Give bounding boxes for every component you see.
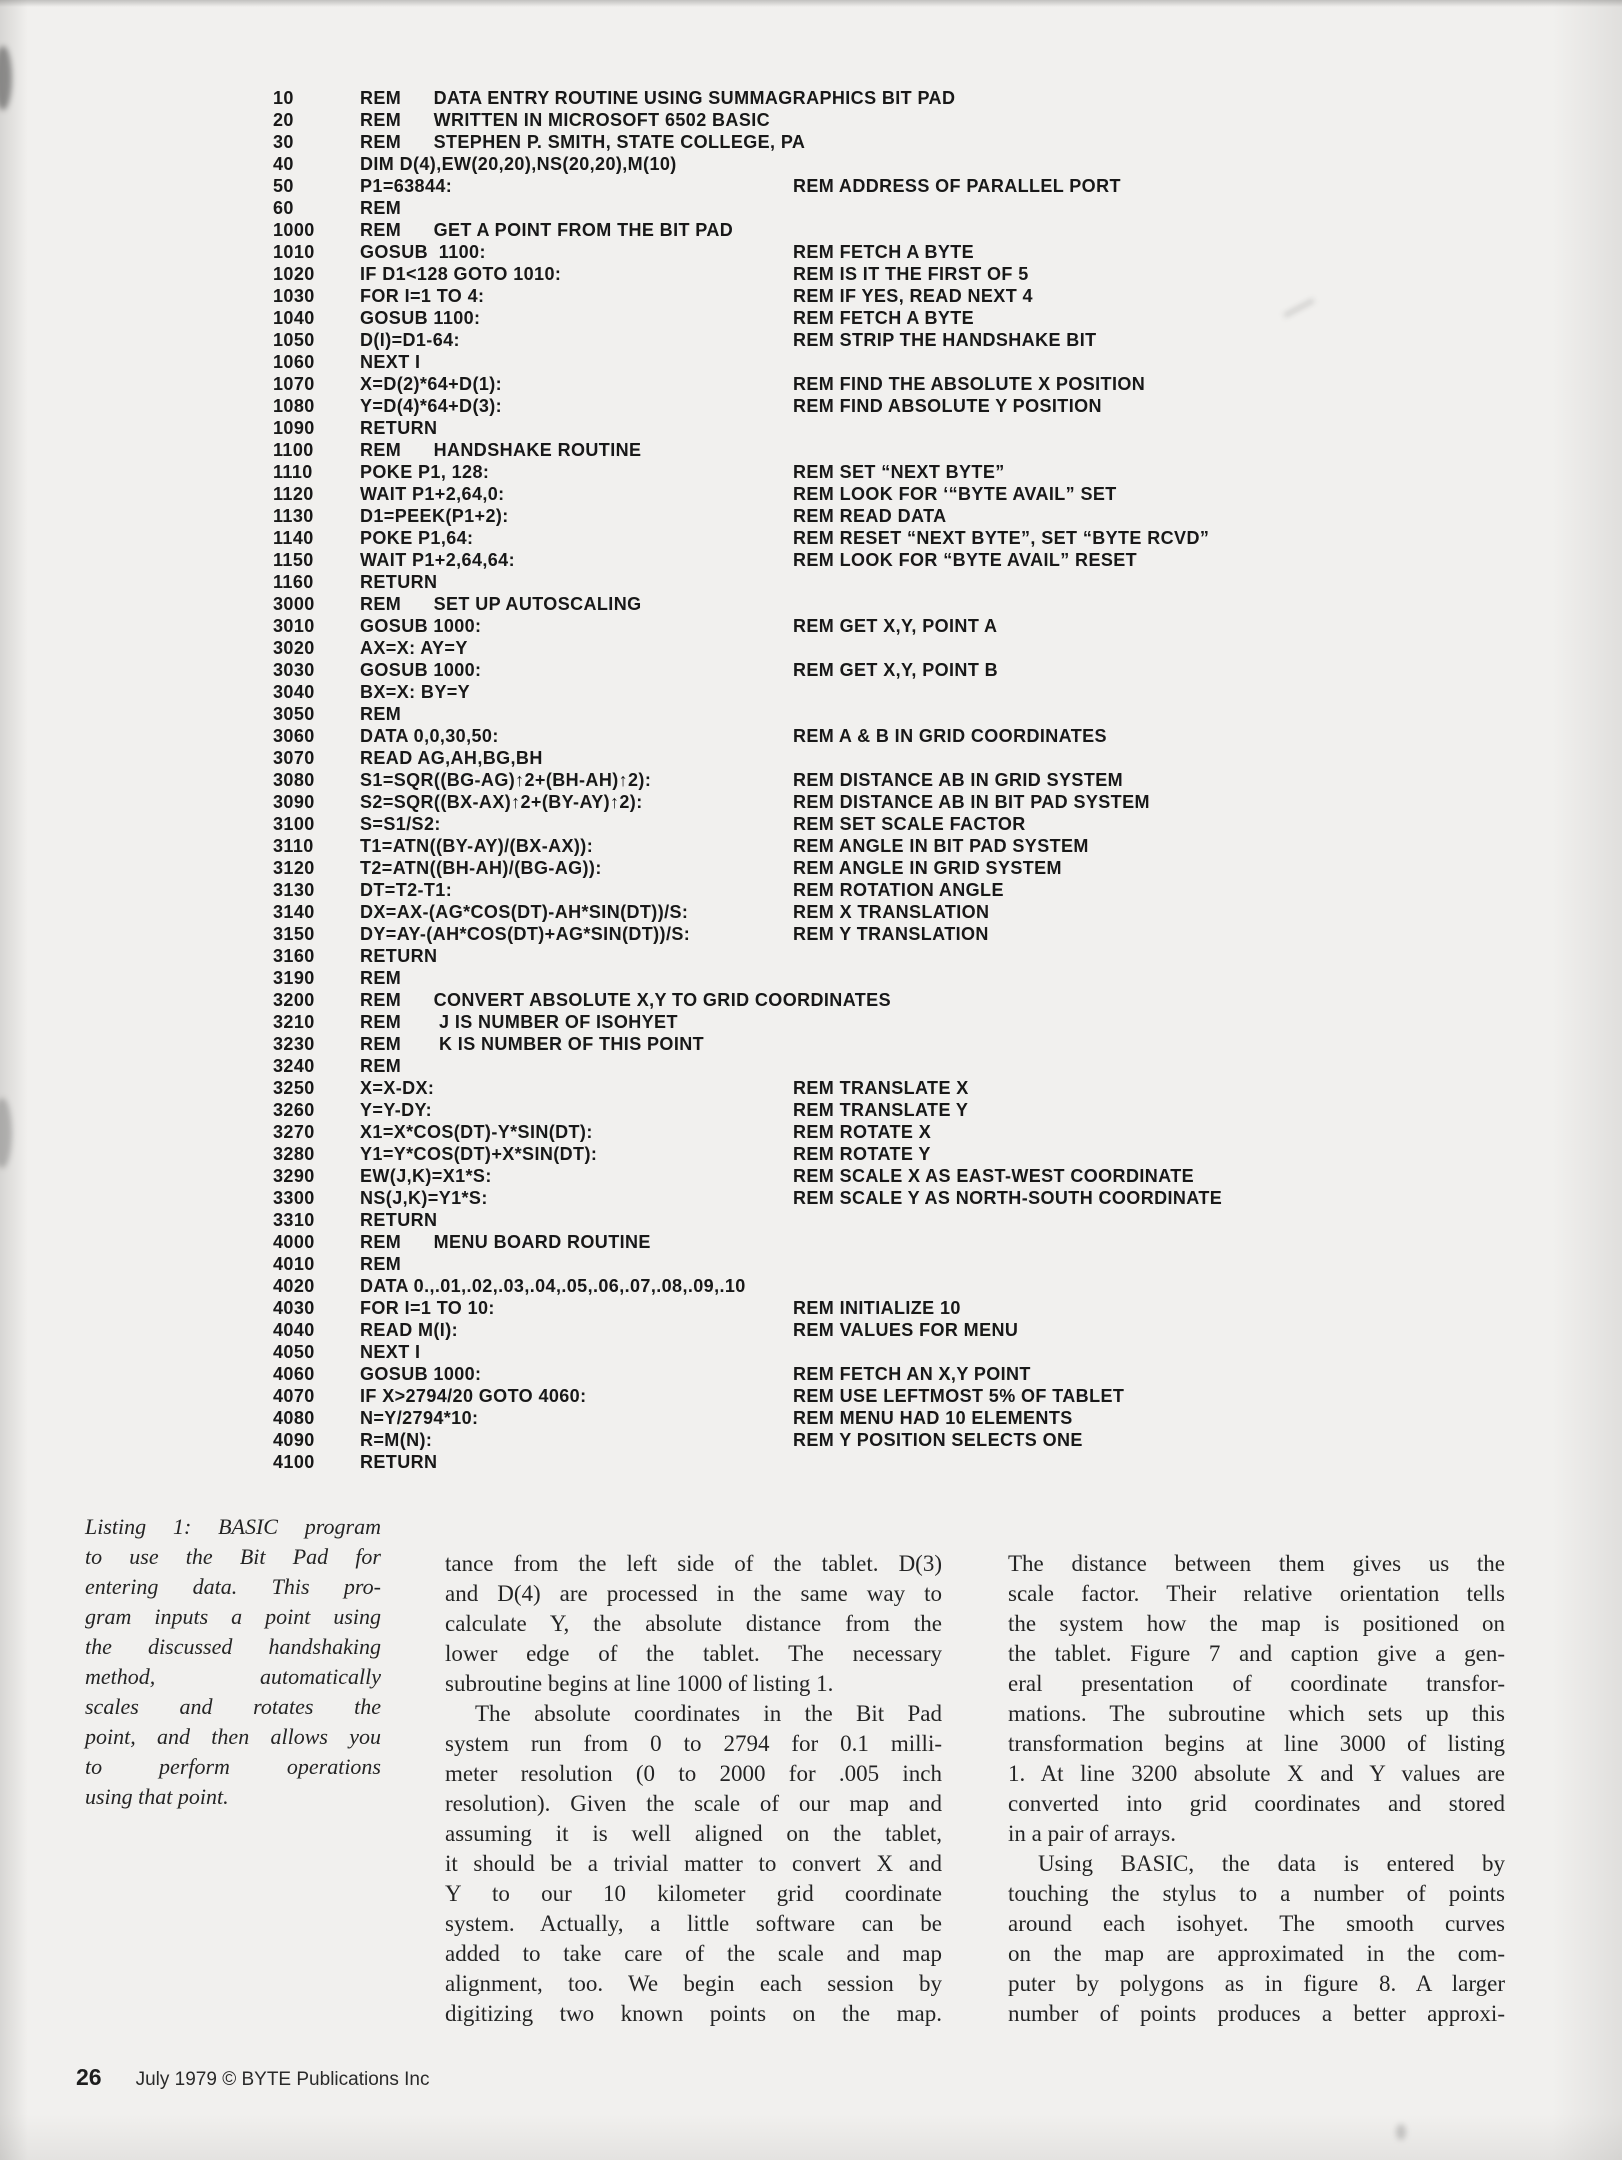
code-statement: T2=ATN((BH-AH)/(BG-AG)):: [360, 858, 602, 878]
listing-line: [273, 902, 1553, 924]
line-number: 3210: [273, 1012, 315, 1032]
line-number: 1130: [273, 506, 314, 526]
scan-artifact: [0, 46, 12, 110]
code-statement: REM: [360, 1254, 402, 1274]
line-number: 1050: [273, 330, 315, 350]
listing-line: [273, 132, 1553, 154]
code-statement: GOSUB 1100:: [360, 308, 481, 328]
line-number: 3090: [273, 792, 315, 812]
listing-line: [273, 572, 1553, 594]
line-number: 1100: [273, 440, 314, 460]
code-statement: IF X>2794/20 GOTO 4060:: [360, 1386, 587, 1406]
code-statement: NS(J,K)=Y1*S:: [360, 1188, 488, 1208]
code-statement: DX=AX-(AG*COS(DT)-AH*SIN(DT))/S:: [360, 902, 689, 922]
rem-comment: REM A & B IN GRID COORDINATES: [793, 726, 1107, 746]
listing-line: [273, 1100, 1553, 1122]
listing-line: [273, 1386, 1553, 1408]
listing-line: [273, 1210, 1553, 1232]
rem-comment: REM DISTANCE AB IN BIT PAD SYSTEM: [793, 792, 1150, 812]
listing-line: [273, 1078, 1553, 1100]
rem-comment: REM ROTATE Y: [793, 1144, 931, 1164]
body-text-line: in a pair of arrays.: [1008, 1821, 1176, 1846]
rem-comment: REM RESET “NEXT BYTE”, SET “BYTE RCVD”: [793, 528, 1210, 548]
listing-line: [273, 352, 1553, 374]
code-statement: REM DATA ENTRY ROUTINE USING SUMMAGRAPHICS BIT PAD: [360, 88, 956, 108]
code-statement: POKE P1, 128:: [360, 462, 490, 482]
line-number: 3250: [273, 1078, 315, 1098]
code-statement: X=X-DX:: [360, 1078, 435, 1098]
rem-comment: REM FETCH AN X,Y POINT: [793, 1364, 1031, 1384]
listing-line: [273, 154, 1553, 176]
code-statement: REM: [360, 968, 402, 988]
listing-line: [273, 638, 1553, 660]
rem-comment: REM ROTATION ANGLE: [793, 880, 1004, 900]
rem-comment: REM DISTANCE AB IN GRID SYSTEM: [793, 770, 1124, 790]
listing-line: [273, 506, 1553, 528]
rem-comment: REM VALUES FOR MENU: [793, 1320, 1019, 1340]
listing-line: [273, 1452, 1553, 1474]
caption-line: scales and rotates the: [85, 1694, 381, 1719]
listing-line: [273, 748, 1553, 770]
rem-comment: REM ROTATE X: [793, 1122, 932, 1142]
body-text-line: resolution). Given the scale of our map and: [445, 1791, 942, 1816]
line-number: 3300: [273, 1188, 315, 1208]
body-text-line: calculate Y, the absolute distance from the: [445, 1611, 942, 1636]
body-text-line: lower edge of the tablet. The necessary: [445, 1641, 942, 1666]
listing-line: [273, 220, 1553, 242]
line-number: 10: [273, 88, 294, 108]
line-number: 1030: [273, 286, 315, 306]
code-listing: [273, 88, 1553, 1474]
code-statement: REM STEPHEN P. SMITH, STATE COLLEGE, PA: [360, 132, 806, 152]
line-number: 1040: [273, 308, 315, 328]
page-number: 26: [76, 2064, 102, 2090]
line-number: 1120: [273, 484, 314, 504]
line-number: 1080: [273, 396, 315, 416]
listing-line: [273, 242, 1553, 264]
line-number: 3030: [273, 660, 315, 680]
line-number: 4000: [273, 1232, 315, 1252]
code-statement: DT=T2-T1:: [360, 880, 453, 900]
body-text-line: alignment, too. We begin each session by: [445, 1971, 942, 1996]
listing-line: [273, 440, 1553, 462]
line-number: 3110: [273, 836, 314, 856]
code-statement: WAIT P1+2,64,64:: [360, 550, 515, 570]
line-number: 1090: [273, 418, 315, 438]
rem-comment: REM GET X,Y, POINT A: [793, 616, 998, 636]
rem-comment: REM ANGLE IN BIT PAD SYSTEM: [793, 836, 1089, 856]
line-number: 4010: [273, 1254, 315, 1274]
code-statement: Y=D(4)*64+D(3):: [360, 396, 503, 416]
code-statement: DY=AY-(AH*COS(DT)+AG*SIN(DT))/S:: [360, 924, 691, 944]
body-text-line: system run from 0 to 2794 for 0.1 milli-: [445, 1731, 942, 1756]
line-number: 3230: [273, 1034, 315, 1054]
rem-comment: REM TRANSLATE X: [793, 1078, 969, 1098]
code-statement: RETURN: [360, 572, 438, 592]
caption-line: point, and then allows you: [85, 1724, 381, 1749]
line-number: 1000: [273, 220, 315, 240]
code-statement: Y=Y-DY:: [360, 1100, 432, 1120]
listing-line: [273, 1122, 1553, 1144]
code-statement: S2=SQR((BX-AX)↑2+(BY-AY)↑2):: [360, 792, 643, 812]
listing-line: [273, 990, 1553, 1012]
code-statement: X1=X*COS(DT)-Y*SIN(DT):: [360, 1122, 593, 1142]
rem-comment: REM STRIP THE HANDSHAKE BIT: [793, 330, 1097, 350]
line-number: 3100: [273, 814, 315, 834]
body-text-line: and D(4) are processed in the same way to: [445, 1581, 942, 1606]
body-column-right: [1008, 1549, 1505, 2029]
code-statement: BX=X: BY=Y: [360, 682, 471, 702]
listing-line: [273, 924, 1553, 946]
line-number: 4090: [273, 1430, 315, 1450]
scan-artifact: [1396, 2124, 1406, 2140]
body-text-line: Y to our 10 kilometer grid coordinate: [445, 1881, 942, 1906]
code-statement: FOR I=1 TO 10:: [360, 1298, 495, 1318]
code-statement: FOR I=1 TO 4:: [360, 286, 485, 306]
listing-line: [273, 1320, 1553, 1342]
body-text-line: added to take care of the scale and map: [445, 1941, 942, 1966]
line-number: 3260: [273, 1100, 315, 1120]
caption-line: method, automatically: [85, 1664, 381, 1689]
rem-comment: REM Y POSITION SELECTS ONE: [793, 1430, 1083, 1450]
code-statement: REM SET UP AUTOSCALING: [360, 594, 642, 614]
code-statement: GOSUB 1000:: [360, 1364, 482, 1384]
code-statement: GOSUB 1100:: [360, 242, 486, 262]
line-number: 3270: [273, 1122, 315, 1142]
listing-line: [273, 264, 1553, 286]
body-text-line: tance from the left side of the tablet. D(3): [445, 1551, 942, 1576]
line-number: 1070: [273, 374, 315, 394]
body-text-line: meter resolution (0 to 2000 for .005 inch: [445, 1761, 942, 1786]
listing-line: [273, 176, 1553, 198]
body-text-line: number of points produces a better approxi-: [1008, 2001, 1505, 2026]
body-text-line: transformation begins at line 3000 of listing: [1008, 1731, 1505, 1756]
publication-credit: July 1979 © BYTE Publications Inc: [135, 2069, 430, 2090]
rem-comment: REM SET “NEXT BYTE”: [793, 462, 1005, 482]
body-text-line: on the map are approximated in the com-: [1008, 1941, 1505, 1966]
line-number: 20: [273, 110, 294, 130]
line-number: 3120: [273, 858, 315, 878]
code-statement: RETURN: [360, 946, 438, 966]
listing-line: [273, 1276, 1553, 1298]
code-statement: REM MENU BOARD ROUTINE: [360, 1232, 651, 1252]
rem-comment: REM LOOK FOR “BYTE AVAIL” RESET: [793, 550, 1138, 570]
line-number: 4020: [273, 1276, 315, 1296]
line-number: 3190: [273, 968, 315, 988]
code-statement: EW(J,K)=X1*S:: [360, 1166, 492, 1186]
body-text-line: around each isohyet. The smooth curves: [1008, 1911, 1505, 1936]
code-statement: Y1=Y*COS(DT)+X*SIN(DT):: [360, 1144, 598, 1164]
body-text-line: assuming it is well aligned on the tablet,: [445, 1821, 942, 1846]
listing-line: [273, 550, 1553, 572]
line-number: 4030: [273, 1298, 315, 1318]
code-statement: DATA 0,0,30,50:: [360, 726, 499, 746]
line-number: 3020: [273, 638, 315, 658]
listing-line: [273, 462, 1553, 484]
line-number: 3140: [273, 902, 315, 922]
code-statement: N=Y/2794*10:: [360, 1408, 479, 1428]
body-text-line: converted into grid coordinates and stored: [1008, 1791, 1505, 1816]
code-statement: READ AG,AH,BG,BH: [360, 748, 543, 768]
line-number: 4080: [273, 1408, 315, 1428]
listing-line: [273, 968, 1553, 990]
code-statement: REM GET A POINT FROM THE BIT PAD: [360, 220, 734, 240]
page-footer: [76, 2064, 429, 2091]
code-statement: REM J IS NUMBER OF ISOHYET: [360, 1012, 678, 1032]
code-statement: S=S1/S2:: [360, 814, 441, 834]
line-number: 4050: [273, 1342, 315, 1362]
body-text-line: 1. At line 3200 absolute X and Y values are: [1008, 1761, 1505, 1786]
caption-line: using that point.: [85, 1784, 229, 1809]
code-statement: T1=ATN((BY-AY)/(BX-AX)):: [360, 836, 594, 856]
code-statement: NEXT I: [360, 1342, 421, 1362]
line-number: 3160: [273, 946, 315, 966]
line-number: 4070: [273, 1386, 315, 1406]
body-text-line: subroutine begins at line 1000 of listing 1.: [445, 1671, 834, 1696]
body-text-line: The absolute coordinates in the Bit Pad: [475, 1701, 942, 1726]
line-number: 3200: [273, 990, 315, 1010]
line-number: 3010: [273, 616, 315, 636]
code-statement: DIM D(4),EW(20,20),NS(20,20),M(10): [360, 154, 677, 174]
listing-line: [273, 1298, 1553, 1320]
rem-comment: REM LOOK FOR ‘“BYTE AVAIL” SET: [793, 484, 1117, 504]
listing-line: [273, 1364, 1553, 1386]
listing-line: [273, 858, 1553, 880]
listing-line: [273, 110, 1553, 132]
code-statement: WAIT P1+2,64,0:: [360, 484, 505, 504]
line-number: 3280: [273, 1144, 315, 1164]
caption-line: to perform operations: [85, 1754, 381, 1779]
listing-line: [273, 1188, 1553, 1210]
body-text-line: The distance between them gives us the: [1008, 1551, 1505, 1576]
line-number: 3290: [273, 1166, 315, 1186]
code-statement: POKE P1,64:: [360, 528, 474, 548]
code-statement: X=D(2)*64+D(1):: [360, 374, 503, 394]
caption-line: Listing 1: BASIC program: [85, 1514, 381, 1539]
listing-line: [273, 814, 1553, 836]
line-number: 1160: [273, 572, 314, 592]
body-text-line: the system how the map is positioned on: [1008, 1611, 1505, 1636]
listing-line: [273, 616, 1553, 638]
listing-caption: [85, 1512, 381, 1812]
rem-comment: REM SCALE Y AS NORTH-SOUTH COORDINATE: [793, 1188, 1223, 1208]
line-number: 40: [273, 154, 294, 174]
rem-comment: REM ANGLE IN GRID SYSTEM: [793, 858, 1062, 878]
rem-comment: REM SET SCALE FACTOR: [793, 814, 1026, 834]
listing-line: [273, 682, 1553, 704]
code-statement: RETURN: [360, 418, 438, 438]
body-text-line: the tablet. Figure 7 and caption give a gen-: [1008, 1641, 1505, 1666]
listing-line: [273, 770, 1553, 792]
code-statement: D(I)=D1-64:: [360, 330, 460, 350]
code-statement: GOSUB 1000:: [360, 616, 482, 636]
body-column-middle: [445, 1549, 942, 2029]
listing-line: [273, 726, 1553, 748]
listing-line: [273, 330, 1553, 352]
line-number: 1150: [273, 550, 314, 570]
listing-line: [273, 374, 1553, 396]
code-statement: D1=PEEK(P1+2):: [360, 506, 509, 526]
line-number: 3050: [273, 704, 315, 724]
rem-comment: REM IF YES, READ NEXT 4: [793, 286, 1033, 306]
line-number: 3240: [273, 1056, 315, 1076]
body-text-line: digitizing two known points on the map.: [445, 2001, 942, 2026]
code-statement: IF D1<128 GOTO 1010:: [360, 264, 562, 284]
caption-line: to use the Bit Pad for: [85, 1544, 381, 1569]
listing-line: [273, 198, 1553, 220]
listing-line: [273, 1034, 1553, 1056]
code-statement: REM K IS NUMBER OF THIS POINT: [360, 1034, 705, 1054]
rem-comment: REM FETCH A BYTE: [793, 242, 975, 262]
code-statement: AX=X: AY=Y: [360, 638, 468, 658]
listing-line: [273, 704, 1553, 726]
listing-line: [273, 396, 1553, 418]
listing-line: [273, 286, 1553, 308]
line-number: 3040: [273, 682, 315, 702]
line-number: 3000: [273, 594, 315, 614]
listing-line: [273, 1012, 1553, 1034]
line-number: 1140: [273, 528, 314, 548]
line-number: 4040: [273, 1320, 315, 1340]
code-statement: REM: [360, 704, 402, 724]
body-text-line: eral presentation of coordinate transfor-: [1008, 1671, 1505, 1696]
line-number: 3150: [273, 924, 315, 944]
rem-comment: REM READ DATA: [793, 506, 947, 526]
listing-line: [273, 792, 1553, 814]
listing-line: [273, 1342, 1553, 1364]
rem-comment: REM INITIALIZE 10: [793, 1298, 961, 1318]
body-text-line: it should be a trivial matter to convert X and: [445, 1851, 942, 1876]
listing-line: [273, 880, 1553, 902]
listing-line: [273, 418, 1553, 440]
listing-line: [273, 1166, 1553, 1188]
code-statement: REM: [360, 198, 402, 218]
line-number: 30: [273, 132, 294, 152]
line-number: 3130: [273, 880, 315, 900]
line-number: 4100: [273, 1452, 315, 1472]
rem-comment: REM FIND ABSOLUTE Y POSITION: [793, 396, 1102, 416]
caption-line: entering data. This pro-: [85, 1574, 381, 1599]
line-number: 3310: [273, 1210, 315, 1230]
line-number: 4060: [273, 1364, 315, 1384]
line-number: 1110: [273, 462, 313, 482]
code-statement: REM: [360, 1056, 402, 1076]
listing-line: [273, 308, 1553, 330]
code-statement: DATA 0.,.01,.02,.03,.04,.05,.06,.07,.08,.09,.10: [360, 1276, 746, 1296]
listing-line: [273, 1056, 1553, 1078]
code-statement: REM WRITTEN IN MICROSOFT 6502 BASIC: [360, 110, 771, 130]
rem-comment: REM ADDRESS OF PARALLEL PORT: [793, 176, 1121, 196]
code-statement: S1=SQR((BG-AG)↑2+(BH-AH)↑2):: [360, 770, 652, 790]
listing-line: [273, 1144, 1553, 1166]
scan-artifact: [0, 1098, 12, 1168]
line-number: 50: [273, 176, 294, 196]
listing-line: [273, 528, 1553, 550]
code-statement: GOSUB 1000:: [360, 660, 482, 680]
caption-line: gram inputs a point using: [85, 1604, 381, 1629]
line-number: 1060: [273, 352, 315, 372]
rem-comment: REM X TRANSLATION: [793, 902, 990, 922]
rem-comment: REM USE LEFTMOST 5% OF TABLET: [793, 1386, 1125, 1406]
rem-comment: REM Y TRANSLATION: [793, 924, 989, 944]
line-number: 3080: [273, 770, 315, 790]
body-text-line: mations. The subroutine which sets up this: [1008, 1701, 1505, 1726]
line-number: 1020: [273, 264, 315, 284]
body-text-line: scale factor. Their relative orientation tells: [1008, 1581, 1505, 1606]
code-statement: R=M(N):: [360, 1430, 433, 1450]
listing-line: [273, 1430, 1553, 1452]
code-statement: READ M(I):: [360, 1320, 458, 1340]
code-statement: P1=63844:: [360, 176, 453, 196]
code-statement: REM HANDSHAKE ROUTINE: [360, 440, 642, 460]
line-number: 3060: [273, 726, 315, 746]
body-text-line: puter by polygons as in figure 8. A larger: [1008, 1971, 1505, 1996]
rem-comment: REM GET X,Y, POINT B: [793, 660, 999, 680]
rem-comment: REM SCALE X AS EAST-WEST COORDINATE: [793, 1166, 1195, 1186]
listing-line: [273, 946, 1553, 968]
body-text-line: touching the stylus to a number of points: [1008, 1881, 1505, 1906]
rem-comment: REM TRANSLATE Y: [793, 1100, 969, 1120]
body-text-line: system. Actually, a little software can be: [445, 1911, 942, 1936]
rem-comment: REM FIND THE ABSOLUTE X POSITION: [793, 374, 1146, 394]
code-statement: RETURN: [360, 1210, 438, 1230]
code-statement: REM CONVERT ABSOLUTE X,Y TO GRID COORDINATES: [360, 990, 891, 1010]
listing-line: [273, 484, 1553, 506]
rem-comment: REM MENU HAD 10 ELEMENTS: [793, 1408, 1073, 1428]
line-number: 60: [273, 198, 294, 218]
listing-line: [273, 1254, 1553, 1276]
code-statement: NEXT I: [360, 352, 421, 372]
line-number: 1010: [273, 242, 315, 262]
listing-line: [273, 594, 1553, 616]
code-statement: RETURN: [360, 1452, 438, 1472]
listing-line: [273, 1408, 1553, 1430]
caption-line: the discussed handshaking: [85, 1634, 381, 1659]
rem-comment: REM FETCH A BYTE: [793, 308, 975, 328]
listing-line: [273, 660, 1553, 682]
listing-line: [273, 836, 1553, 858]
line-number: 3070: [273, 748, 315, 768]
body-text-line: Using BASIC, the data is entered by: [1038, 1851, 1505, 1876]
listing-line: [273, 1232, 1553, 1254]
listing-line: [273, 88, 1553, 110]
rem-comment: REM IS IT THE FIRST OF 5: [793, 264, 1029, 284]
